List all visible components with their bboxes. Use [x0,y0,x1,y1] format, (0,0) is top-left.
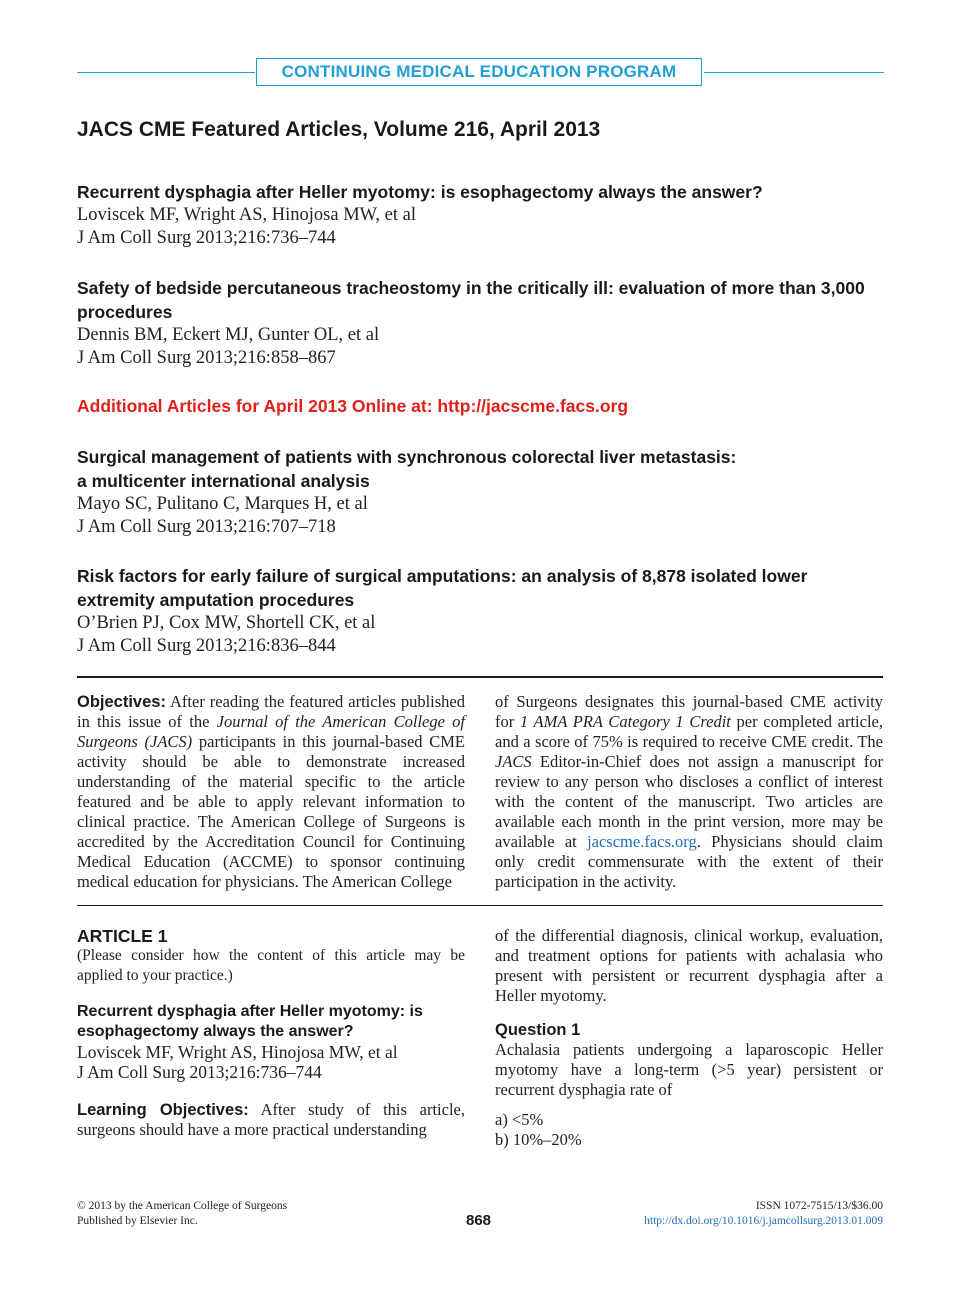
online-article [77,445,883,539]
issn: ISSN 1072-7515/13/$36.00 [755,1200,883,1212]
journal-name: Journal of the American College of Surgeons (JACS) [77,712,465,751]
doi-link[interactable]: http://dx.doi.org/10.1016/j.jamcollsurg.2013.01.009 [644,1215,883,1227]
question-column [495,926,883,1150]
featured-article [77,180,883,250]
section-divider [77,905,883,906]
objectives-text: participants in this journal-based CME activity should be able to demonstrate increased understanding of the material specific to the article featured and be able to apply relevant information to clinical practice. The American College of Surgeons is accredited by the Accreditation Council for Continuing Medical Education (ACCME) to sponsor continuing medical education for physicians. The American College [77,732,466,891]
cme-link[interactable]: jacscme.facs.org [587,832,697,851]
learning-objectives [77,1100,465,1140]
article-citation: J Am Coll Surg 2013;216:858–867 [77,348,336,368]
objectives-column-left [77,692,465,892]
article-authors: Loviscek MF, Wright AS, Hinojosa MW, et al [77,205,416,225]
featured-article [77,276,883,370]
online-article [77,564,883,658]
learning-objectives-continued: of the differential diagnosis, clinical workup, evaluation, and treatment options for patients with achalasia who present with persistent or recurrent dysphagia after a Heller myotomy. [495,926,883,1005]
article-authors: Loviscek MF, Wright AS, Hinojosa MW, et al [77,1042,398,1062]
objectives-lead: Objectives: [77,693,166,711]
objectives-text: Editor-in-Chief does not assign a manuscript for review to any person who discloses a conflict of interest with the content of the manuscript. Two articles are available each month in the print version, more may be available at [495,752,883,851]
article-authors: Mayo SC, Pulitano C, Marques H, et al [77,494,368,514]
article-title: Recurrent dysphagia after Heller myotomy: is esophagectomy always the answer? [77,1003,423,1040]
objectives-text: . Physicians should claim only credit commensurate with the extent of their participation in the activity. [495,832,883,891]
article-authors: O’Brien PJ, Cox MW, Shortell CK, et al [77,613,376,633]
answer-option: a) <5% [495,1110,544,1129]
article-note: (Please consider how the content of this article may be applied to your practice.) [77,947,465,984]
article-authors: Dennis BM, Eckert MJ, Gunter OL, et al [77,325,380,345]
banner-rule-right [704,72,884,73]
article-title: Recurrent dysphagia after Heller myotomy: is esophagectomy always the answer? [77,182,763,202]
question-heading: Question 1 [495,1021,581,1039]
online-articles-heading[interactable]: Additional Articles for April 2013 Online at: http://jacscme.facs.org [77,396,629,416]
page-number: 868 [466,1212,492,1229]
footer-left [77,1199,287,1229]
article-title-line: a multicenter international analysis [77,471,370,491]
article-title: Safety of bedside percutaneous tracheostomy in the critically ill: evaluation of more than 3,000 procedures [77,278,865,322]
footer-right [644,1199,883,1229]
section-banner: CONTINUING MEDICAL EDUCATION PROGRAM [256,58,702,86]
publisher: Published by Elsevier Inc. [77,1215,198,1227]
learning-objectives-lead: Learning Objectives: [77,1101,249,1119]
objectives-text: per completed article, and a score of 75% is required to receive CME credit. The [495,712,883,751]
article-citation: J Am Coll Surg 2013;216:736–744 [77,1062,322,1082]
article-citation: J Am Coll Surg 2013;216:736–744 [77,228,336,248]
copyright: © 2013 by the American College of Surgeons [77,1200,288,1212]
article-title: Risk factors for early failure of surgical amputations: an analysis of 8,878 isolated lower extremity amputation procedures [77,566,808,610]
objectives-column-right [495,692,883,892]
article1-column [77,926,465,1140]
article-title-line: Surgical management of patients with synchronous colorectal liver metastasis: [77,447,737,467]
article-citation: J Am Coll Surg 2013;216:836–844 [77,636,336,656]
question-text: Achalasia patients undergoing a laparoscopic Heller myotomy have a long-term (>5 year) persistent or recurrent dysphagia rate of [495,1040,883,1099]
credit-name: 1 AMA PRA Category 1 Credit [519,712,731,731]
objectives-text: After reading the featured articles published in this issue of the [77,692,465,731]
banner-rule-left [77,72,255,73]
article-heading: ARTICLE 1 [77,926,168,946]
learning-objectives-text: After study of this article, surgeons should have a more practical understanding [77,1100,465,1139]
article-citation: J Am Coll Surg 2013;216:707–718 [77,517,336,537]
page-title: JACS CME Featured Articles, Volume 216, April 2013 [77,118,601,141]
answer-option: b) 10%–20% [495,1130,582,1149]
journal-abbrev: JACS [495,752,532,771]
objectives-text: of Surgeons designates this journal-based CME activity for [495,692,883,731]
section-divider [77,676,883,678]
